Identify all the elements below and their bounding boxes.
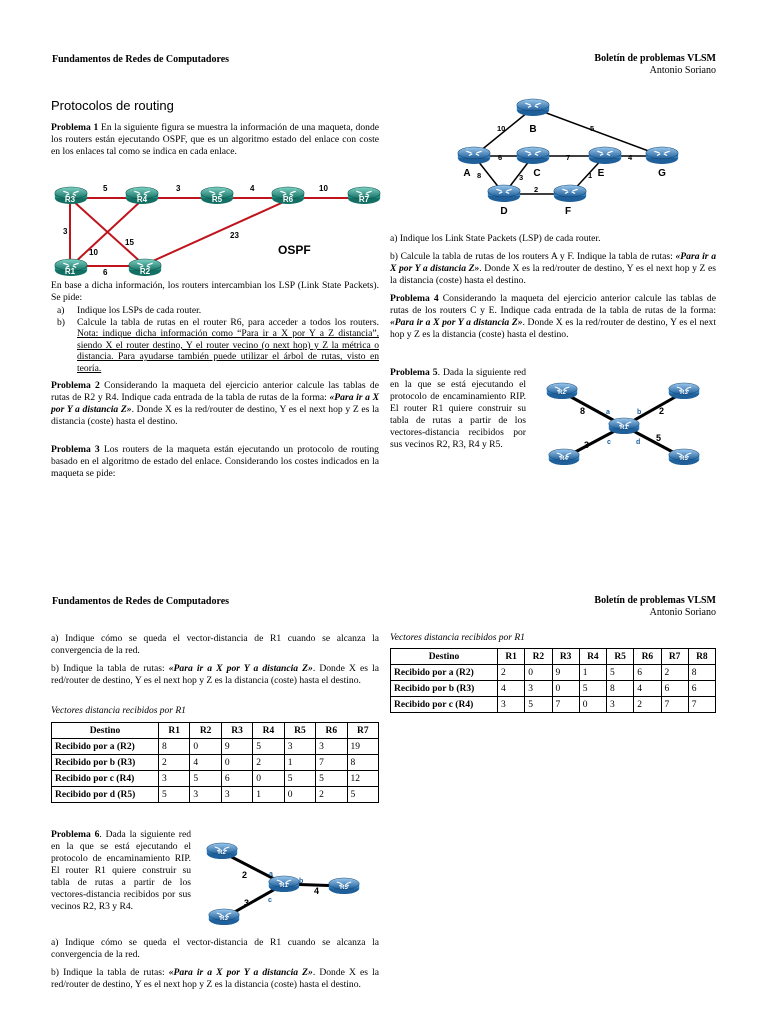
table-cell: 3 [498,697,525,713]
table-cell: 7 [552,697,579,713]
table-cell: 7 [316,755,347,771]
table-cell: 5 [316,771,347,787]
table-cell: 5 [284,771,315,787]
table-cell: 2 [159,755,190,771]
column-header-r4: R4 [579,649,606,665]
table-cell: 5 [347,787,378,803]
row-label: Recibido por c (R4) [52,771,159,787]
iface-a: a [606,409,610,416]
table-cell: 2 [634,697,661,713]
cost-r3-r2: 15 [125,238,134,247]
router-r3-label: R3 [64,195,76,204]
iface-c: c [607,439,611,446]
table-cell: 0 [190,739,221,755]
rip-figure-6 [200,836,370,932]
row-label: Recibido por b (R3) [52,755,159,771]
table-row [52,739,379,755]
table-cell: 3 [284,739,315,755]
router-r5-label: R5 [340,885,348,891]
table-cell: 7 [661,697,688,713]
node-b-label: B [529,124,537,135]
table-cell: 8 [688,665,715,681]
table-cell: 5 [579,681,606,697]
router-g-icon [646,147,678,164]
problem-6-b: b) Indique la tabla de rutas: «Para ir a X por Y a distancia Z». Donde X es la red/router de destino, Y es el next hop y Z es la distancia (coste) hasta el destino. [51,967,379,990]
table-cell: 2 [498,665,525,681]
table-cell: 8 [347,755,378,771]
table-cell: 6 [634,665,661,681]
header-right-author: Antonio Soriano [649,65,716,76]
problem-1-text: Problema 1 En la siguiente figura se muestra la información de una maqueta, donde los routers están ejecutando OSPF, que es un algoritmo estado del enlace con coste en los enlaces tal como se indica en cada enlace. [51,122,379,157]
problem-5-b: b) Indique la tabla de rutas: «Para ir a X por Y a distancia Z». Donde X es la red/router de destino, Y es el next hop y Z es la distancia (coste) hasta el destino. [51,663,379,686]
router-f-icon [554,185,586,202]
table-cell: 3 [159,771,190,787]
table-cell: 12 [347,771,378,787]
router-r2-label: R2 [218,850,226,856]
cost-b-g: 5 [590,124,595,133]
table-cell: 0 [579,697,606,713]
cost-r1-r2: 2 [242,870,248,880]
problem-3-a: a) Indique los Link State Packets (LSP) de cada router. [390,233,601,244]
table-cell: 3 [190,787,221,803]
table-cell: 0 [552,681,579,697]
table-cell: 1 [579,665,606,681]
table-cell: 4 [190,755,221,771]
router-r5-label: R5 [211,195,223,204]
column-header-r7: R7 [347,723,378,739]
table-row [391,665,716,681]
problem-3-text: Problema 3 Los routers de la maqueta están ejecutando un protocolo de routing basado en el algoritmo de estado del enlace. Considerando los costes indicados en la maqueta se pide: [51,444,379,479]
cost-r2-r6: 23 [230,231,239,240]
column-header-r8: R8 [688,649,715,665]
ospf-figure [52,180,382,278]
column-header-r5: R5 [284,723,315,739]
table-cell: 5 [159,787,190,803]
column-header-r4: R4 [253,723,284,739]
router-r3-label: R3 [680,390,688,396]
column-header-r3: R3 [221,723,252,739]
column-header-r2: R2 [525,649,552,665]
table-1 [51,722,379,803]
table-cell: 7 [688,697,715,713]
cost-r1-r5: 4 [314,886,320,896]
node-g-label: G [658,168,666,179]
problem-5-text: Problema 5. Dada la siguiente red en la que se está ejecutando el protocolo de encaminamiento RIP. El router R1 quiere construir su tabla de rutas a partir de los vectores-distancia recibidos por sus vecinos R2, R3, R4 y R5. [390,367,526,450]
iface-b: b [637,409,642,416]
router-r1-label: R1 [64,267,76,276]
cost-a-b: 10 [497,124,506,133]
table-cell: 5 [525,697,552,713]
table-cell: 6 [661,681,688,697]
column-header-r2: R2 [190,723,221,739]
column-header-r3: R3 [552,649,579,665]
header-right [594,53,716,77]
table-cell: 4 [634,681,661,697]
router-r2-label: R2 [558,390,566,396]
page2-header-right-title: Boletín de problemas VLSM [594,595,716,606]
row-label: Recibido por c (R4) [391,697,498,713]
cost-r4-r5: 3 [176,184,181,193]
table-row [52,755,379,771]
router-r1-label: R1 [280,883,288,889]
problem-1-after: En base a dicha información, los routers intercambian los LSP (Link State Packets). Se pide: [51,280,379,303]
table-cell: 0 [525,665,552,681]
iface-a: a [269,871,273,878]
row-label: Recibido por a (R2) [52,739,159,755]
router-r7-label: R7 [358,195,370,204]
table-cell: 8 [607,681,634,697]
node-f-label: F [564,206,572,217]
cost-e-g: 4 [628,153,633,162]
cost-r6-r7: 10 [319,184,328,193]
column-header-destino: Destino [391,649,498,665]
page2-header-right-author: Antonio Soriano [649,607,716,618]
table-cell: 5 [607,665,634,681]
table-1-caption: Vectores distancia recibidos por R1 [51,706,186,716]
column-header-r6: R6 [316,723,347,739]
table-cell: 3 [525,681,552,697]
table-cell: 9 [552,665,579,681]
table-cell: 5 [253,739,284,755]
problem-1-item-a: a) Indique los LSPs de cada router. [57,305,202,316]
problem-2-text: Problema 2 Considerando la maqueta del ejercicio anterior calcule las tablas de rutas de R2 y R4. Indique cada entrada de la tabla de rutas de la forma: «Para ir a X por Y a distancia Z». Donde X es la red/router de destino, Y es el next hop y Z es la distancia (coste) hasta el destino. [51,380,379,427]
table-cell: 3 [316,739,347,755]
column-header-r6: R6 [634,649,661,665]
cost-r3-r4: 5 [103,184,108,193]
table-2-caption: Vectores distancia recibidos por R1 [390,633,525,643]
table-cell: 1 [253,787,284,803]
cost-r1-r2: 6 [103,268,108,277]
column-header-r1: R1 [159,723,190,739]
link-r2-r6 [144,200,288,265]
header-left: Fundamentos de Redes de Computadores [52,54,230,65]
table-cell: 3 [607,697,634,713]
router-r6-label: R6 [282,195,294,204]
column-header-r7: R7 [661,649,688,665]
cost-a-d: 8 [477,171,482,180]
router-c-icon [517,147,549,164]
cost-r1-r5: 5 [656,433,662,443]
table-cell: 2 [253,755,284,771]
table-cell: 4 [498,681,525,697]
router-e-icon [589,147,621,164]
cost-r4-r1: 10 [89,248,98,257]
cost-d-f: 2 [534,185,539,194]
row-label: Recibido por b (R3) [391,681,498,697]
table-row [391,681,716,697]
rip-figure-5 [540,376,710,476]
router-r2-label: R2 [139,267,151,276]
table-cell: 2 [316,787,347,803]
table-row [52,771,379,787]
header-right-title: Boletín de problemas VLSM [594,53,716,64]
router-d-icon [488,185,520,202]
problem-5-a: a) Indique cómo se queda el vector-distancia de R1 cuando se alcanza la convergencia de la red. [51,633,379,656]
cost-r1-r4: 3 [584,440,590,450]
problem-1-item-b: b) Calcule la tabla de rutas en el router R6, para acceder a todos los routers. Nota: indique dicha información como “Para ir a X por Y a Z distancia”, siendo X el router destino, Y el router vecino (o next hop) y Z la métrica o distancia. Para ayudarse también puede utilizar el árbol de rutas, visto en teoría. [57,316,379,374]
row-label: Recibido por a (R2) [391,665,498,681]
table-cell: 19 [347,739,378,755]
cost-r1-r2: 8 [580,406,586,416]
table-cell: 6 [221,771,252,787]
table-cell: 6 [688,681,715,697]
cost-c-d: 3 [519,173,524,182]
table-row [391,697,716,713]
node-a-label: A [463,168,471,179]
router-r4-label: R4 [560,456,568,462]
problem-1-list [51,305,379,375]
column-header-r5: R5 [607,649,634,665]
iface-c: c [268,897,272,904]
table-cell: 3 [221,787,252,803]
page2-header-right [594,595,716,619]
cost-r3-r1: 3 [63,227,68,236]
problem-6-text: Problema 6. Dada la siguiente red en la que se está ejecutando el protocolo de encaminamiento RIP. El router R1 quiere construir su tabla de rutas a partir de los vectores-distancia recibidos por sus vecinos R2, R3 y R4. [51,829,191,912]
problem-3-b: b) Calcule la tabla de rutas de los routers A y F. Indique la tabla de rutas: «Para ir a X por Y a distancia Z». Donde X es la red/router de destino, Y es el next hop y Z es la distancia (coste) hasta el destino. [390,251,716,286]
section-title: Protocolos de routing [51,98,174,113]
table-cell: 5 [190,771,221,787]
table-2 [390,648,716,713]
node-c-label: C [533,168,541,179]
page2-header-left: Fundamentos de Redes de Computadores [52,596,230,607]
table-cell: 9 [221,739,252,755]
router-r5-label: R5 [680,456,688,462]
problem-4-text: Problema 4 Considerando la maqueta del ejercicio anterior calcule las tablas de rutas de los routers C y E. Indique cada entrada de la tabla de rutas de la forma: «Para ir a X por Y a distancia Z». Donde X es la red/router de destino, Y es el next hop y Z es la distancia (coste) hasta el destino. [390,293,716,340]
row-label: Recibido por d (R5) [52,787,159,803]
table-cell: 1 [284,755,315,771]
table-cell: 2 [661,665,688,681]
ospf-label: OSPF [278,243,311,257]
node-e-label: E [597,168,605,179]
router-r4-label: R4 [136,195,148,204]
cost-e-f: 1 [588,171,593,180]
table-cell: 8 [159,739,190,755]
router-r1-label: R1 [620,425,628,431]
column-header-destino: Destino [52,723,159,739]
cost-r1-r3: 2 [659,406,665,416]
table-row [52,787,379,803]
cost-r5-r6: 4 [250,184,255,193]
table-cell: 0 [221,755,252,771]
cost-r1-r3: 3 [244,898,250,908]
router-r3-label: R3 [220,916,228,922]
problem-6-a: a) Indique cómo se queda el vector-distancia de R1 cuando se alcanza la convergencia de la red. [51,937,379,960]
column-header-r1: R1 [498,649,525,665]
router-a-icon [458,147,490,164]
node-d-label: D [500,206,508,217]
cost-a-c: 6 [498,153,503,162]
lsp-figure [440,96,710,218]
router-b-icon [517,99,549,116]
iface-b: b [299,878,304,885]
table-cell: 0 [253,771,284,787]
iface-d: d [636,439,641,446]
cost-c-e: 7 [566,153,571,162]
table-cell: 0 [284,787,315,803]
